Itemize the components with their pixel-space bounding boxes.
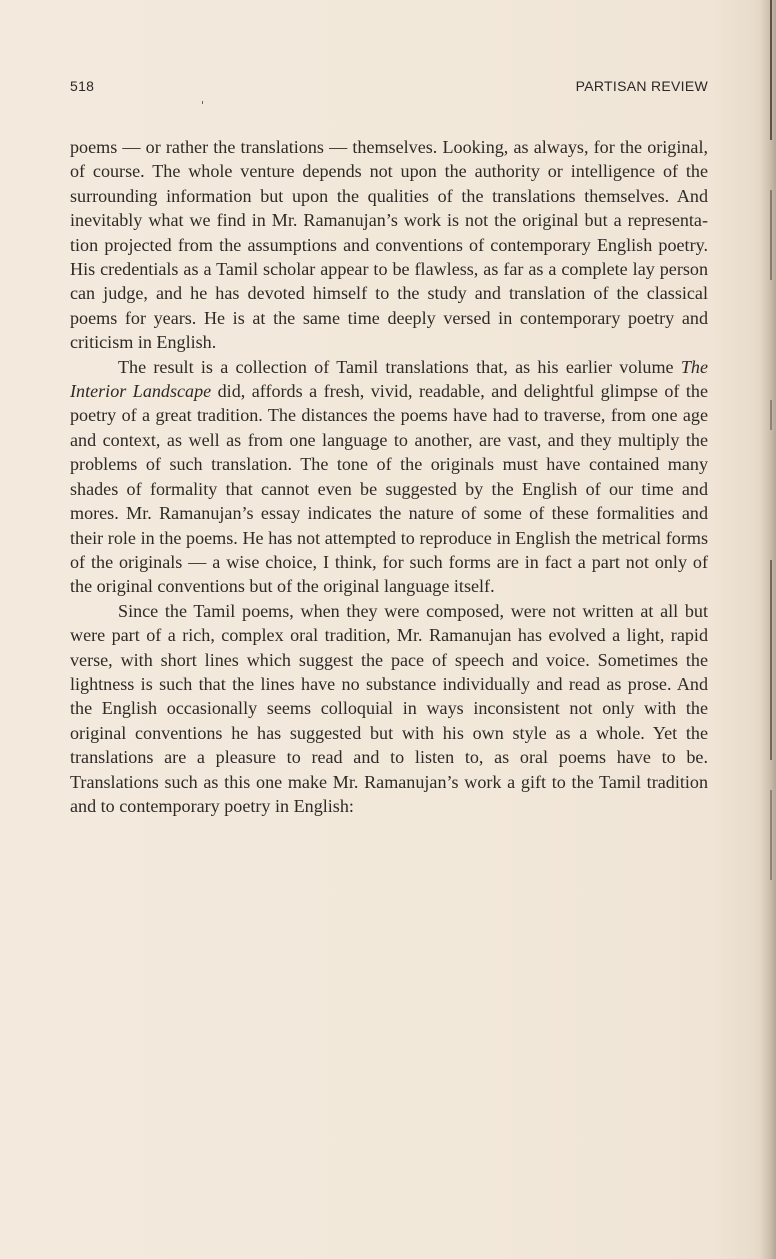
running-head: [70, 78, 708, 98]
page-edge-mark: [770, 560, 772, 760]
paragraph-2: [70, 355, 708, 599]
page-edge-shadow: [760, 0, 776, 1259]
page-edge-mark: [770, 400, 772, 430]
page-edge-mark: [770, 790, 772, 880]
paragraph-3: Since the Tamil poems, when they were composed, were not written at all but were part of a rich, complex oral tradition, Mr. Ramanujan has evolved a light, rapid verse, with short lines which suggest the pace of speech and voice. Sometimes the lightness is such that the lines have no substance individually and read as prose. And the English occasionally seems colloquial in ways inconsistent not only with the original conventions he has suggested but with his own style as a whole. Yet the translations are a pleasure to read and to listen to, as oral poems have to be. Translations such as this one make Mr. Ramanujan’s work a gift to the Tamil tradition and to contemporary poetry in English:: [70, 600, 708, 816]
article-body: [70, 135, 708, 818]
page-number: 518: [70, 78, 95, 94]
page-edge-mark: [770, 0, 772, 140]
paragraph-2-lead: The result is a collection of Tamil translations that, as his earlier volume: [118, 356, 681, 377]
paragraph-2-rest: did, affords a fresh, vivid, readable, and delightful glimpse of the poetry of a great tradition. The distances the poems have had to traverse, from one age and context, as well as from one language to another, are vast, and they multiply the problems of such translation. The tone of the originals must have contained many shades of formality that cannot even be suggested by the English of our time and mores. Mr. Ramanujan’s essay indicates the nature of some of these formalities and their role in the poems. He has not attempted to reproduce in English the metrical forms of the originals — a wise choice, I think, for such forms are in fact a part not only of the original conventions but of the original language itself.: [70, 381, 708, 597]
journal-title: PARTISAN REVIEW: [575, 78, 708, 94]
book-title-italic: The Interior Landscape: [70, 356, 708, 402]
print-speck: [202, 101, 203, 104]
paragraph-1: poems — or rather the translations — themselves. Looking, as always, for the original, of course. The whole venture depends not upon the authority or intelligence of the surrounding information but upon the qualities of the translations themselves. And inevitably what we find in Mr. Ramanujan’s work is not the original but a representation projected from the assumptions and conventions of contemporary English poetry. His credentials as a Tamil scholar appear to be flawless, as far as a complete lay person can judge, and he has devoted himself to the study and translation of the classical poems for years. He is at the same time deeply versed in contemporary poetry and criticism in English.: [70, 137, 708, 353]
page-edge-mark: [770, 190, 772, 280]
